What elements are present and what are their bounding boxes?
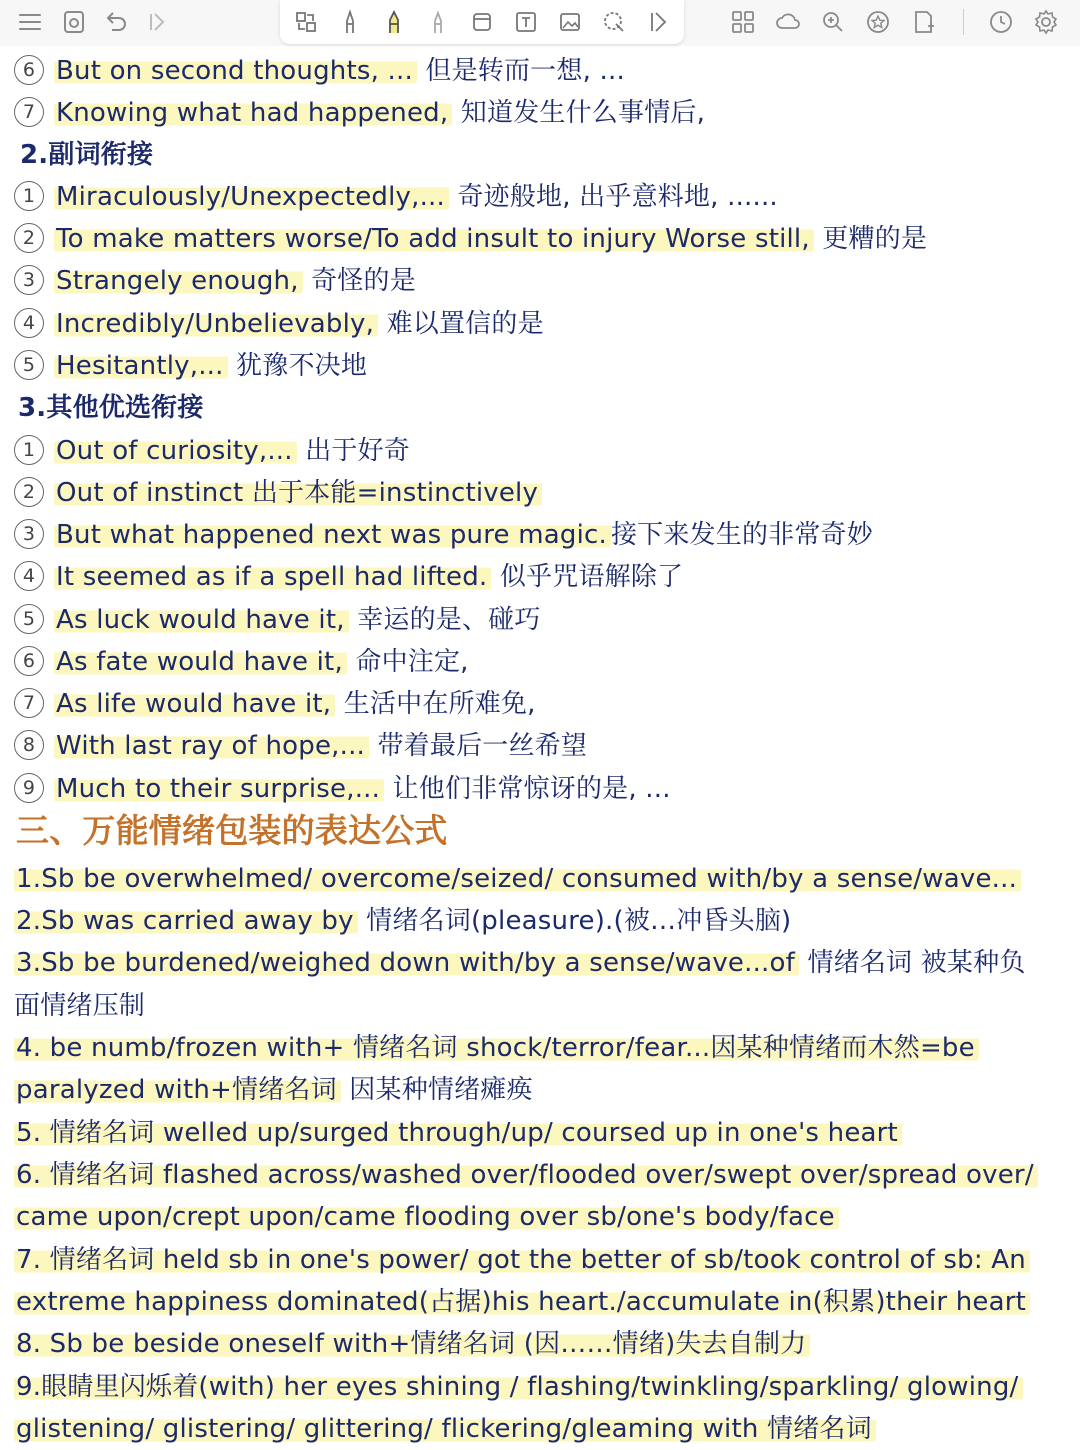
gear-icon[interactable] xyxy=(1028,5,1064,39)
menu-icon[interactable] xyxy=(12,5,48,39)
translation-text: 生活中在所难免, xyxy=(335,689,536,719)
note-line xyxy=(14,1323,810,1365)
note-line xyxy=(20,134,153,176)
highlighted-phrase: paralyzed with+情绪名词 xyxy=(14,1075,341,1105)
note-line xyxy=(14,345,367,387)
item-number: 3 xyxy=(14,265,44,295)
translation-text: 犹豫不决地 xyxy=(227,351,368,381)
highlighted-phrase: glistening/ glistering/ glittering/ flickering/gleaming with 情绪名词 xyxy=(14,1414,876,1444)
note-line xyxy=(14,92,705,134)
note-line xyxy=(14,514,873,556)
item-number: 5 xyxy=(14,604,44,634)
highlighted-phrase: As fate would have it, xyxy=(54,647,347,677)
section-heading: 三、万能情绪包装的表达公式 xyxy=(16,811,448,850)
highlighted-phrase: came upon/crept upon/came flooding over sb/one's body/face xyxy=(14,1202,839,1232)
highlighted-phrase: But on second thoughts, ... xyxy=(54,56,417,86)
note-line xyxy=(14,1281,1030,1323)
item-number: 2 xyxy=(14,223,44,253)
highlighted-phrase: As life would have it, xyxy=(54,689,335,719)
note-line xyxy=(14,1239,1030,1281)
highlighted-phrase: Out of curiosity,... xyxy=(54,436,297,466)
note-line xyxy=(14,472,542,514)
note-line xyxy=(14,303,544,345)
eraser-icon[interactable] xyxy=(420,5,456,39)
translation-text: 更糟的是 xyxy=(813,224,928,254)
grid-icon[interactable] xyxy=(725,5,761,39)
highlighted-phrase: extreme happiness dominated(占据)his heart./accumulate in(积累)their heart xyxy=(14,1287,1030,1317)
translation-text: 知道发生什么事情后, xyxy=(452,98,706,128)
subheading: 3.其他优选衔接 xyxy=(18,393,204,423)
highlighted-phrase: Much to their surprise,... xyxy=(54,774,384,804)
item-number: 6 xyxy=(14,646,44,676)
translation-text: 面情绪压制 xyxy=(14,991,146,1021)
note-line xyxy=(14,1196,839,1238)
highlighted-phrase: With last ray of hope,... xyxy=(54,731,369,761)
toolbar-divider xyxy=(963,9,964,35)
highlighted-phrase: Knowing what had happened, xyxy=(54,98,452,128)
highlighted-phrase: Incredibly/Unbelievably, xyxy=(54,309,378,339)
history-icon[interactable] xyxy=(983,5,1019,39)
pen-icon[interactable] xyxy=(332,5,368,39)
cloud-icon[interactable] xyxy=(770,5,806,39)
top-toolbar xyxy=(0,0,1080,46)
note-line xyxy=(14,430,410,472)
translation-text: 出于好奇 xyxy=(296,436,410,466)
highlighted-phrase: Strangely enough, xyxy=(54,266,303,296)
note-line xyxy=(14,1027,979,1069)
translation-text: 似乎咒语解除了 xyxy=(491,562,684,592)
shapes-icon[interactable] xyxy=(464,5,500,39)
highlighted-phrase: As luck would have it, xyxy=(54,605,349,635)
translation-text: 难以置信的是 xyxy=(378,309,544,339)
translation-text: 幸运的是、碰巧 xyxy=(348,605,541,635)
translation-text: 因某种情绪瘫痪 xyxy=(340,1075,533,1105)
translation-text: 奇迹般地, 出乎意料地, ...... xyxy=(448,182,778,212)
highlighted-phrase: Hesitantly,... xyxy=(54,351,228,381)
note-line xyxy=(14,985,145,1027)
text-icon[interactable] xyxy=(508,5,544,39)
highlighted-phrase: 5. 情绪名词 welled up/surged through/up/ coursed up in one's heart xyxy=(14,1118,902,1148)
highlighter-icon[interactable] xyxy=(376,5,412,39)
note-line xyxy=(14,768,671,810)
highlighted-phrase: Miraculously/Unexpectedly,... xyxy=(54,182,449,212)
note-line xyxy=(14,50,625,92)
item-number: 1 xyxy=(14,181,44,211)
redo-icon[interactable] xyxy=(138,5,174,39)
note-line xyxy=(14,599,541,641)
note-line xyxy=(16,810,448,858)
translation-text: 带着最后一丝希望 xyxy=(369,731,588,761)
image-icon[interactable] xyxy=(552,5,588,39)
note-line xyxy=(14,260,416,302)
note-line xyxy=(14,641,469,683)
highlighted-phrase: 6. 情绪名词 flashed across/washed over/flooded over/swept over/spread over/ xyxy=(14,1160,1038,1190)
settings-doc-icon[interactable] xyxy=(56,5,92,39)
item-number: 5 xyxy=(14,350,44,380)
highlighted-phrase: 4. be numb/frozen with+ 情绪名词 shock/terror/fear...因某种情绪而木然=be xyxy=(14,1033,979,1063)
translation-text: 接下来发生的非常奇妙 xyxy=(610,520,873,550)
note-line xyxy=(14,1069,533,1111)
note-line xyxy=(14,1112,902,1154)
note-line xyxy=(14,1154,1038,1196)
note-line xyxy=(14,1366,1023,1408)
highlighted-phrase: 3.Sb be burdened/weighed down with/by a sense/wave...of xyxy=(14,948,799,978)
note-line xyxy=(14,900,791,942)
note-line xyxy=(14,176,778,218)
note-line xyxy=(14,218,927,260)
note-line xyxy=(14,942,1026,984)
item-number: 2 xyxy=(14,477,44,507)
highlighted-phrase: 8. Sb be beside oneself with+情绪名词 (因……情绪)失去自制力 xyxy=(14,1329,810,1359)
highlighted-phrase: 1.Sb be overwhelmed/ overcome/seized/ consumed with/by a sense/wave... xyxy=(14,864,1021,894)
translation-text: 让他们非常惊讶的是, ... xyxy=(384,774,671,804)
note-line xyxy=(14,858,1021,900)
item-number: 4 xyxy=(14,561,44,591)
star-icon[interactable] xyxy=(860,5,896,39)
laser-icon[interactable] xyxy=(640,5,676,39)
translation-text: 情绪名词(pleasure).(被…冲昏头脑) xyxy=(357,906,792,936)
item-number: 7 xyxy=(14,97,44,127)
item-number: 7 xyxy=(14,688,44,718)
translation-text: 奇怪的是 xyxy=(302,266,416,296)
undo-icon[interactable] xyxy=(98,5,134,39)
highlighted-phrase: 7. 情绪名词 held sb in one's power/ got the better of sb/took control of sb: An xyxy=(14,1245,1030,1275)
note-line xyxy=(14,556,683,598)
note-line xyxy=(14,1408,876,1450)
add-page-icon[interactable] xyxy=(905,5,941,39)
highlighted-phrase: It seemed as if a spell had lifted. xyxy=(54,562,491,592)
item-number: 3 xyxy=(14,519,44,549)
item-number: 6 xyxy=(14,55,44,85)
highlighted-phrase: To make matters worse/To add insult to injury Worse still, xyxy=(54,224,814,254)
subheading: 2.副词衔接 xyxy=(20,140,154,170)
select-icon[interactable] xyxy=(288,5,324,39)
highlighted-phrase: But what happened next was pure magic. xyxy=(54,520,611,550)
note-line xyxy=(14,725,587,767)
tool-palette xyxy=(280,0,684,44)
highlighted-phrase: 2.Sb was carried away by xyxy=(14,906,358,936)
note-line xyxy=(18,387,204,429)
item-number: 8 xyxy=(14,730,44,760)
translation-text: 但是转而一想, ... xyxy=(416,56,625,86)
note-line xyxy=(14,683,536,725)
highlighted-phrase: 9.眼睛里闪烁着(with) her eyes shining / flashing/twinkling/sparkling/ glowing/ xyxy=(14,1372,1023,1402)
item-number: 1 xyxy=(14,435,44,465)
item-number: 4 xyxy=(14,308,44,338)
zoom-icon[interactable] xyxy=(815,5,851,39)
translation-text: 情绪名词 被某种负 xyxy=(798,948,1026,978)
highlighted-phrase: Out of instinct 出于本能=instinctively xyxy=(54,478,542,508)
translation-text: 命中注定, xyxy=(346,647,469,677)
item-number: 9 xyxy=(14,773,44,803)
lasso-icon[interactable] xyxy=(596,5,632,39)
